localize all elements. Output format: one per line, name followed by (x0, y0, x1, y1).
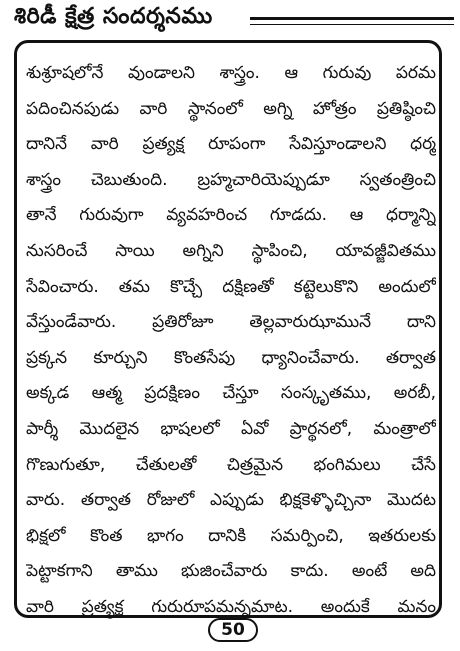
running-header-title: శిరిడీ క్షేత్ర సందర్శనము (14, 2, 219, 32)
text-line: వారి ప్రత్యక్ష గురురూపమన్నమాట. అందుకే మనం (26, 596, 436, 617)
text-line: పెట్టాకగాని తాము భుజించేవారు కాదు. అంటే అది (26, 561, 436, 582)
text-line: అక్కడ ఆత్మ ప్రదక్షిణం చేస్తూ సంస్కృతము, అరబీ, (26, 383, 436, 404)
text-line: శాస్త్రం చెబుతుంది. బ్రహ్మచారియెప్పుడూ స్వతంత్రించి (26, 169, 436, 190)
text-line: దానినే వారి ప్రత్యక్ష రూపంగా సేవిస్తూండాలని ధర్మ (26, 134, 436, 155)
text-line: ప్రక్కన కూర్చుని కొంతసేపు ధ్యానించేవారు. తర్వాత (26, 347, 436, 368)
body-text (26, 56, 436, 626)
text-line: సేవించారు. తమ కొచ్చే దక్షిణతో కట్టెలుకొని అందులో (26, 276, 436, 297)
header-rule-thick (250, 17, 454, 20)
text-line: వారు. తర్వాత రోజులో ఎప్పుడు భిక్షకెళ్ళొచ్చినా మొదట (26, 490, 436, 511)
text-line: నుసరించే సాయి అగ్నిని స్థాపించి, యావజ్జీవితము (26, 240, 436, 261)
text-line: శుశ్రూషలోనే వుండాలని శాస్త్రం. ఆ గురువు పరమ (26, 63, 436, 83)
text-line: పదించినపుడు వారి స్థానంలో అగ్ని హోత్రం ప్రతిష్ఠించి (26, 98, 436, 119)
header-rule-thin (250, 24, 454, 25)
text-line: వేస్తుండేవారు. ప్రతిరోజూ తెల్లవారుఝామునే దాని (26, 312, 436, 333)
text-line: భిక్షలో కొంత భాగం దానికి సమర్పించి, ఇతరులకు (26, 525, 436, 546)
page-number: 50 (208, 618, 258, 642)
text-line: పార్శీ మొదలైన భాషలలో ఏవో ప్రార్థనలో, మంత్రాలో (26, 418, 436, 439)
text-line: గొణుగుతూ, చేతులతో చిత్రమైన భంగిమలు చేసే (26, 454, 436, 475)
text-line: తానే గురువుగా వ్యవహరించ గూడదు. ఆ ధర్మాన్ని (26, 205, 436, 226)
